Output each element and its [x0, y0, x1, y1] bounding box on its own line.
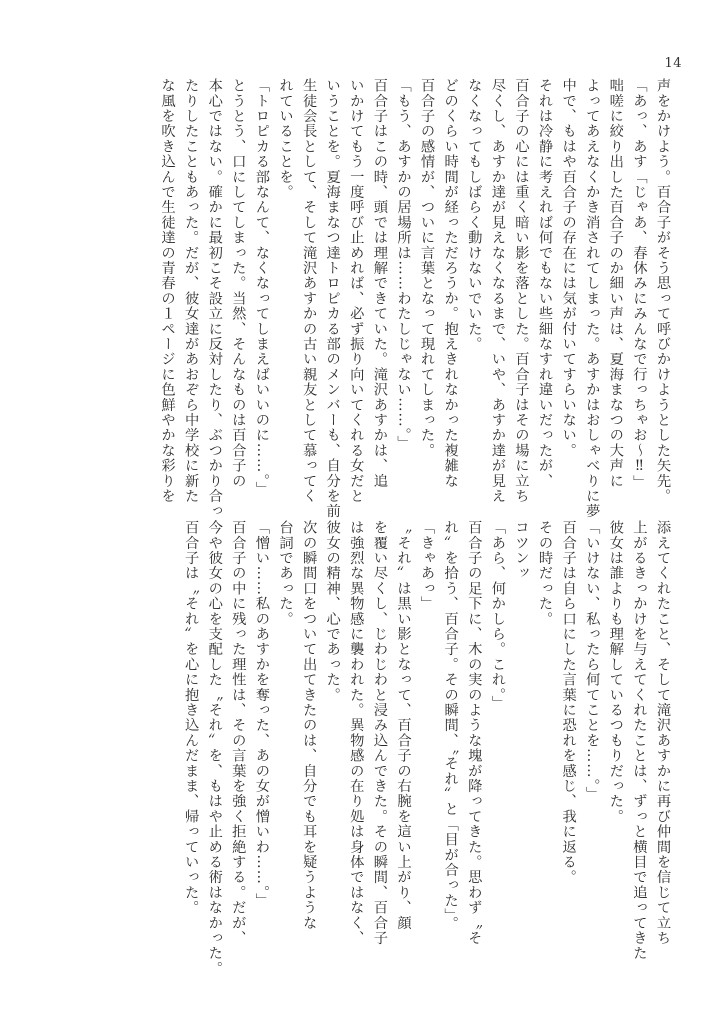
text-line: 百合子の足下に、木の実のような塊が降ってきた。思わず〝そ — [466, 520, 483, 946]
text-line: 〝それ〟は黒い影となって、百合子の右腕を這い上がり、顔 — [395, 520, 412, 931]
text-line: コツンッ — [513, 520, 530, 581]
text-line: は強烈な異物感に襲われた。異物感の在り処は身体ではなく、 — [348, 520, 365, 946]
text-line: 咄嗟に絞り出した百合子のか細い声は、夏海まなつの大声に — [607, 78, 624, 489]
text-line: 百合子の感情が、ついに言葉となって現れてしまった。 — [419, 78, 436, 458]
text-line: いかけてもう一度呼び止めれば、必ず振り向いてくれる女だと — [348, 78, 365, 504]
page-number: 14 — [664, 56, 682, 71]
text-line: 台詞であった。 — [277, 520, 294, 627]
text-line: 彼女の精神、心であった。 — [324, 520, 341, 703]
text-line: 百合子は自ら口にした言葉に恐れを感じ、我に返る。 — [560, 520, 577, 885]
text-line: 中で、もはや百合子の存在には気が付いてすらいない。 — [560, 78, 577, 458]
text-block-bottom — [74, 520, 674, 976]
text-line: れていることを。 — [277, 78, 294, 200]
text-line: 百合子はこの時、頭では理解できていた。滝沢あすかは、追 — [371, 78, 388, 489]
text-line: 生徒会長として、そして滝沢あすかの古い親友として慕ってく — [301, 78, 318, 504]
text-line: な風を吹き込んで生徒達の青春の１ページに色鮮やかな彩りを — [159, 78, 176, 504]
text-line: なくなってもしばらく動けないでいた。 — [466, 78, 483, 352]
text-line: いうことを。夏海まなつ達トロピカる部のメンバーも、自分を前 — [324, 78, 341, 519]
text-line: 「あっ、あす「じゃあ、春休みにみんなで行っちゃお～‼」 — [631, 78, 648, 491]
text-line: 「もう、あすかの居場所は……わたしじゃない……。」 — [395, 78, 412, 451]
text-line: 添えてくれたこと、そして滝沢あすかに再び仲間を信じて立ち — [655, 520, 671, 946]
text-line: 彼女は誰よりも理解しているつもりだった。 — [607, 520, 624, 824]
text-line: れ〟を拾う、百合子。その瞬間、〝それ〟と「目が合った」。 — [442, 520, 459, 932]
text-line: それは冷静に考えれば何でもない些細なすれ違いだったが、 — [537, 78, 554, 489]
text-line: 声をかけよう。百合子がそう思って呼びかけようとした矢先。 — [655, 78, 671, 504]
text-line: どのくらい時間が経っただろうか。抱えきれなかった複雑な — [442, 78, 459, 489]
text-line: 「憎い……私のあすかを奪った、あの女が憎いわ……。」 — [253, 520, 270, 909]
text-line: 次の瞬間口をついて出てきたのは、自分でも耳を疑うような — [301, 520, 318, 931]
text-line: 「きゃあっ」 — [419, 520, 436, 612]
text-line: その時だった。 — [537, 520, 554, 627]
text-line: を覆い尽くし、じわじわと浸み込んできた。その瞬間、百合子 — [371, 520, 388, 946]
text-line: 百合子の中に残った理性は、その言葉を強く拒絶する。だが、 — [230, 520, 247, 946]
text-line: 「トロピカる部なんて、なくなってしまえばいいのに……。」 — [253, 78, 270, 497]
text-block-top — [74, 78, 674, 519]
text-line: 本心ではない。確かに最初こそ設立に反対したり、ぶつかり合っ — [206, 78, 223, 519]
text-line: たりしたこともあった。だが、彼女達があおぞら中学校に新た — [183, 78, 200, 504]
text-line: 尽くし、あすか達が見えなくなるまで、いや、あすか達が見え — [489, 78, 506, 504]
text-line: 「あら、何かしら。これ。」 — [489, 520, 506, 711]
text-line: 上がるきっかけを与えてくれたことは、ずっと横目で追ってきた — [631, 520, 648, 961]
text-line: とうとう、口にしてしまった。当然、そんなものは百合子の — [230, 78, 247, 489]
text-line: 今や彼女の心を支配した〝それ〟を、もはや止める術はなかった。 — [206, 520, 223, 976]
text-line: 百合子の心には重く暗い影を落とした。百合子はその場に立ち — [513, 78, 530, 504]
text-line: 「いけない、私ったら何てことを……。」 — [584, 520, 601, 802]
text-line: よってあえなくかき消されてしまった。あすかはおしゃべりに夢 — [584, 78, 601, 519]
text-line: 百合子は〝それ〟を心に抱き込んだまま、帰っていった。 — [183, 520, 200, 916]
